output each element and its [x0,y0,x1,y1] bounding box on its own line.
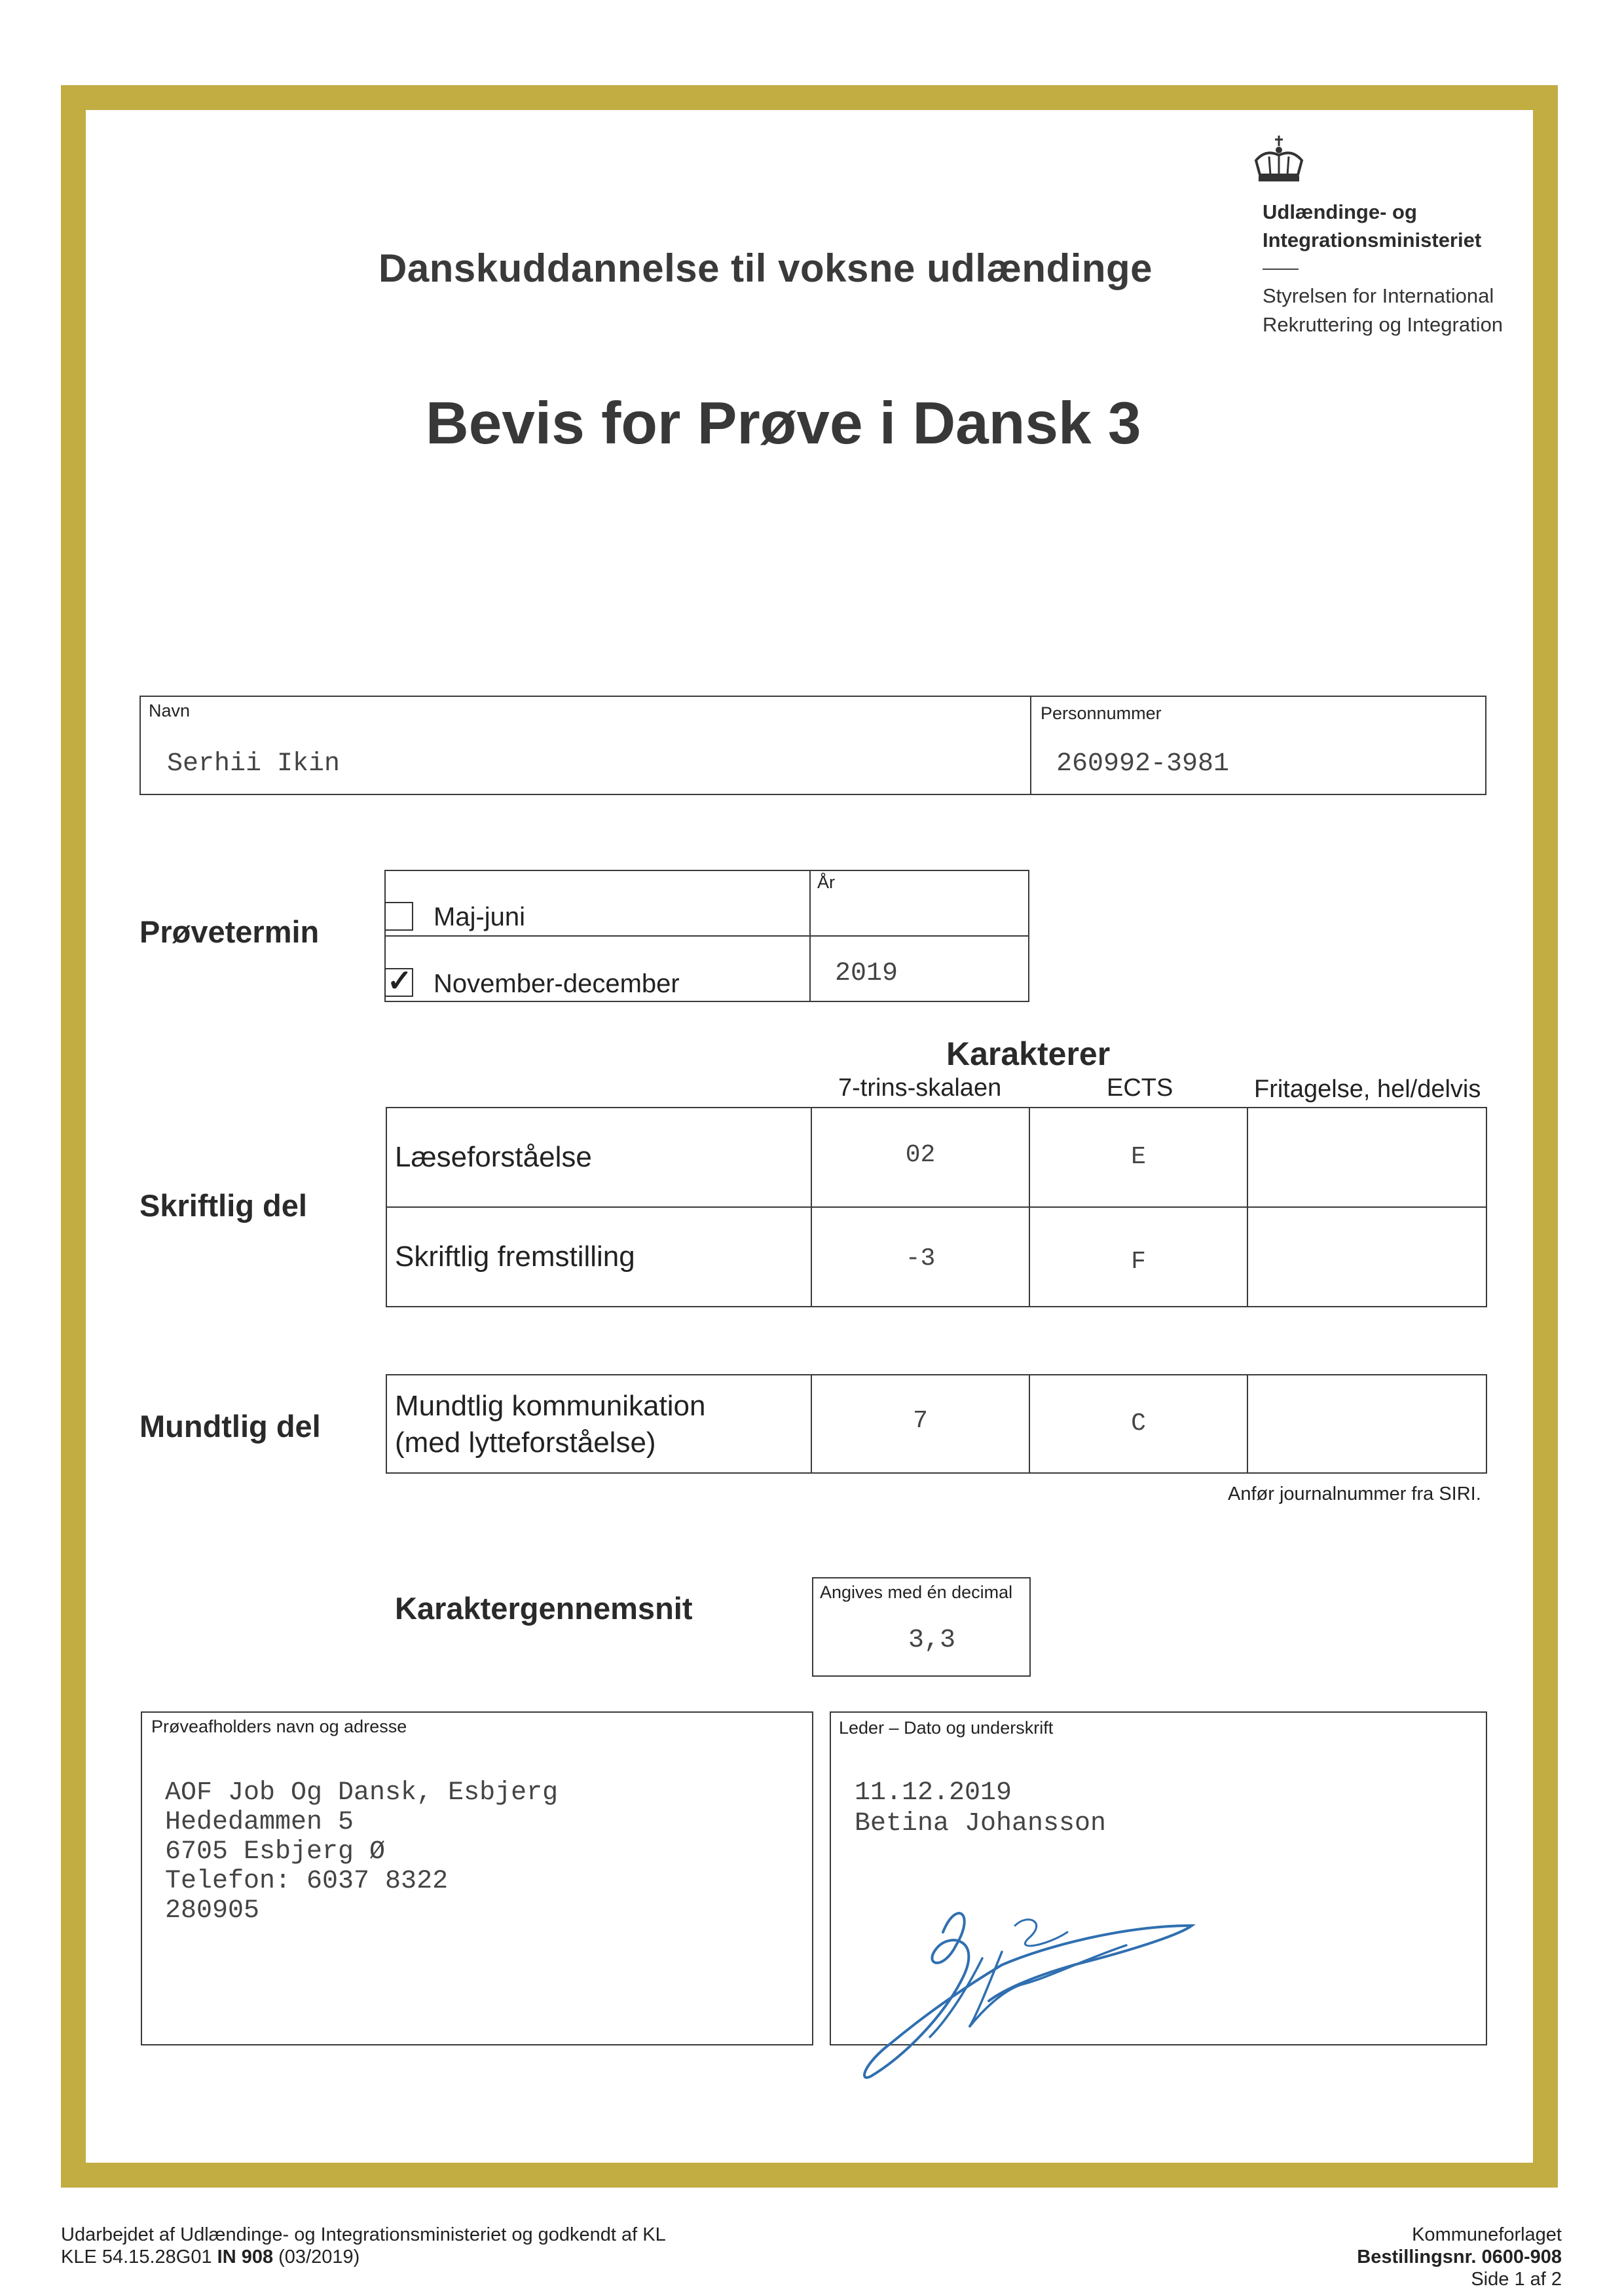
writing-subject: Skriftlig fremstilling [395,1241,635,1273]
reading-scale7-grade: 02 [905,1141,936,1169]
footer-publisher: Kommuneforlaget [1412,2224,1562,2245]
provider-line-3: 6705 Esbjerg Ø [165,1837,386,1867]
footer-left-line2 [61,2246,666,2268]
footer-left-line1: Udarbejdet af Udlændinge- og Integrationsministeriet og godkendt af KL [61,2224,666,2245]
provider-line-2: Hededammen 5 [165,1808,354,1837]
agency-name [1263,282,1503,339]
november-december-checkbox[interactable] [384,963,413,998]
siri-note: Anfør journalnummer fra SIRI. [1228,1483,1481,1504]
crown-logo-icon [1249,134,1308,187]
provider-line-4: Telefon: 6037 8322 [165,1867,449,1896]
grades-divider-exempt [1247,1107,1248,1307]
term-year-divider [809,870,811,1002]
footer-left [61,2224,666,2268]
provider-line-1: AOF Job Og Dansk, Esbjerg [165,1778,559,1808]
cpr-label: Personnummer [1041,703,1162,723]
oral-subject-line1: Mundtlig kommunikation [395,1390,706,1422]
leader-date: 11.12.2019 [855,1778,1012,1808]
average-label: Karaktergennemsnit [395,1591,693,1626]
name-label: Navn [149,701,191,720]
oral-section-label: Mundtlig del [139,1409,321,1444]
provider-line-5: 280905 [165,1896,260,1926]
provider-label: Prøveafholders navn og adresse [151,1717,407,1736]
name-field-box [139,696,1031,795]
cpr-field-box [1030,696,1486,795]
reading-subject: Læseforståelse [395,1141,592,1173]
grades-divider-scale7 [811,1107,812,1307]
written-section-label: Skriftlig del [139,1188,307,1223]
writing-ects-grade: F [1131,1248,1146,1276]
ects-column-header: ECTS [1107,1074,1173,1102]
provider-address [165,1778,558,1926]
leader-name: Betina Johansson [855,1809,1107,1838]
ministry-divider [1263,269,1299,270]
grades-heading: Karakterer [946,1036,1111,1072]
footer-order-number: Bestillingsnr. 0600-908 [1357,2247,1562,2267]
footer-in-code: IN 908 [217,2247,274,2267]
term-row-divider [384,935,1029,937]
name-value: Serhii Ikin [167,749,341,779]
footer-date-code: (03/2019) [273,2247,360,2267]
grades-divider-ects [1029,1107,1030,1307]
agency-name-line2: Rekruttering og Integration [1263,313,1504,336]
november-december-label: November-december [434,969,680,998]
footer-page-number: Side 1 af 2 [1471,2269,1562,2290]
average-box [812,1577,1031,1677]
document-heading: Danskuddannelse til voksne udlændinge [378,246,1153,290]
exemption-column-header: Fritagelse, hel/delvis [1254,1075,1481,1103]
footer-right [1357,2224,1562,2290]
agency-name-line1: Styrelsen for International [1263,284,1494,307]
may-june-label: Maj-juni [434,903,526,931]
ministry-name-line1: Udlændinge- og [1263,200,1417,223]
leader-label: Leder – Dato og underskrift [839,1718,1054,1738]
exam-term-label: Prøvetermin [139,914,320,949]
year-label: År [817,872,835,892]
may-june-checkbox[interactable] [384,902,413,931]
average-value: 3,3 [908,1626,956,1655]
year-value: 2019 [835,959,898,988]
cpr-value: 260992-3981 [1056,749,1230,779]
ministry-name [1263,198,1481,254]
reading-ects-grade: E [1131,1143,1146,1171]
document-title: Bevis for Prøve i Dansk 3 [426,390,1141,457]
ministry-name-line2: Integrationsministeriet [1263,229,1482,252]
footer-kle-code: KLE 54.15.28G01 [61,2247,217,2267]
oral-divider-exempt [1247,1374,1248,1474]
oral-scale7-grade: 7 [913,1407,928,1435]
writing-scale7-grade: -3 [905,1244,936,1273]
check-mark-icon: ✓ [387,963,413,998]
oral-subject-line2: (med lytteforståelse) [395,1427,656,1459]
signature-image [851,1886,1218,2083]
scale7-column-header: 7-trins-skalaen [838,1074,1002,1102]
average-hint: Angives med én decimal [820,1582,1013,1602]
provider-box [141,1711,813,2045]
oral-ects-grade: C [1131,1409,1146,1438]
